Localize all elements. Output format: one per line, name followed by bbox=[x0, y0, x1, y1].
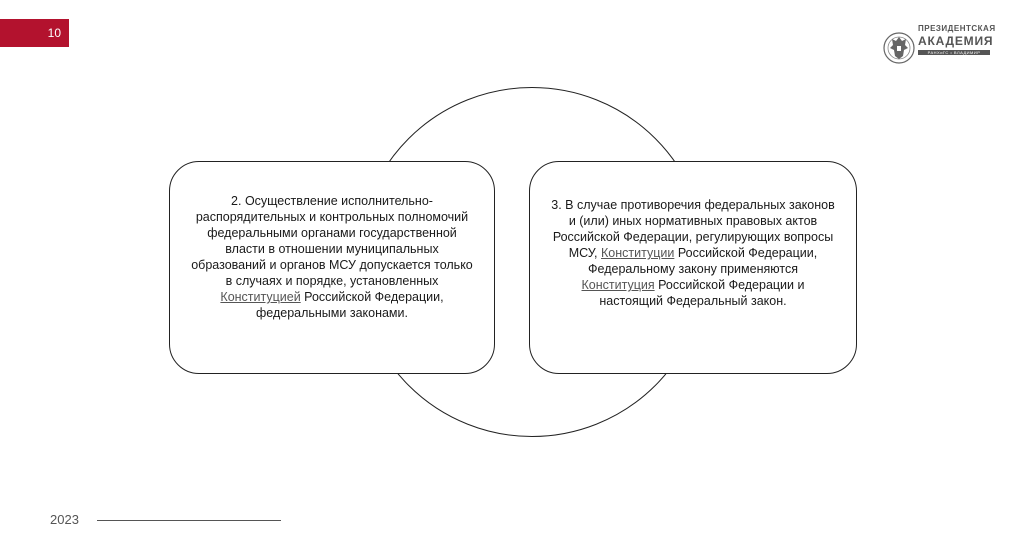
page-number-badge bbox=[0, 19, 69, 47]
logo-text bbox=[918, 24, 996, 55]
eagle-emblem-icon bbox=[882, 24, 916, 72]
left-card-text-before: 2. Осуществление исполнительно-распорядительных и контрольных полномочий федеральными органами государственной власти в отношении муниципальных образований и органов МСУ допускается только в случаях и порядке, установленных bbox=[191, 194, 473, 288]
left-card-text-after: Российской Федерации, федеральными законами. bbox=[255, 290, 444, 320]
right-card-text-middle: Российской Федерации, Федеральному закону применяются bbox=[588, 246, 818, 276]
academy-logo bbox=[882, 24, 994, 74]
right-card-text-before: 3. В случае противоречия федеральных законов и (или) иных нормативных правовых актов Российской Федерации, регулирующих вопросы МСУ, bbox=[551, 198, 835, 260]
footer-divider bbox=[97, 520, 281, 521]
footer-year: 2023 bbox=[50, 512, 79, 527]
constitution-link-1[interactable]: Конституцией bbox=[220, 290, 301, 304]
constitution-link-3[interactable]: Конституция bbox=[581, 278, 655, 292]
right-card-text-after: Российской Федерации и настоящий Федеральный закон. bbox=[599, 278, 805, 308]
left-text-card bbox=[169, 161, 495, 374]
right-text-card bbox=[529, 161, 857, 374]
logo-line2: АКАДЕМИЯ bbox=[918, 34, 994, 48]
page-number: 10 bbox=[47, 26, 61, 40]
left-card-text bbox=[190, 193, 474, 321]
logo-tagline: РАНХиГС • ВЛАДИМИР bbox=[918, 50, 990, 55]
constitution-link-2[interactable]: Конституции bbox=[601, 246, 675, 260]
right-card-text bbox=[550, 197, 836, 309]
logo-line1: ПРЕЗИДЕНТСКАЯ bbox=[918, 24, 996, 33]
